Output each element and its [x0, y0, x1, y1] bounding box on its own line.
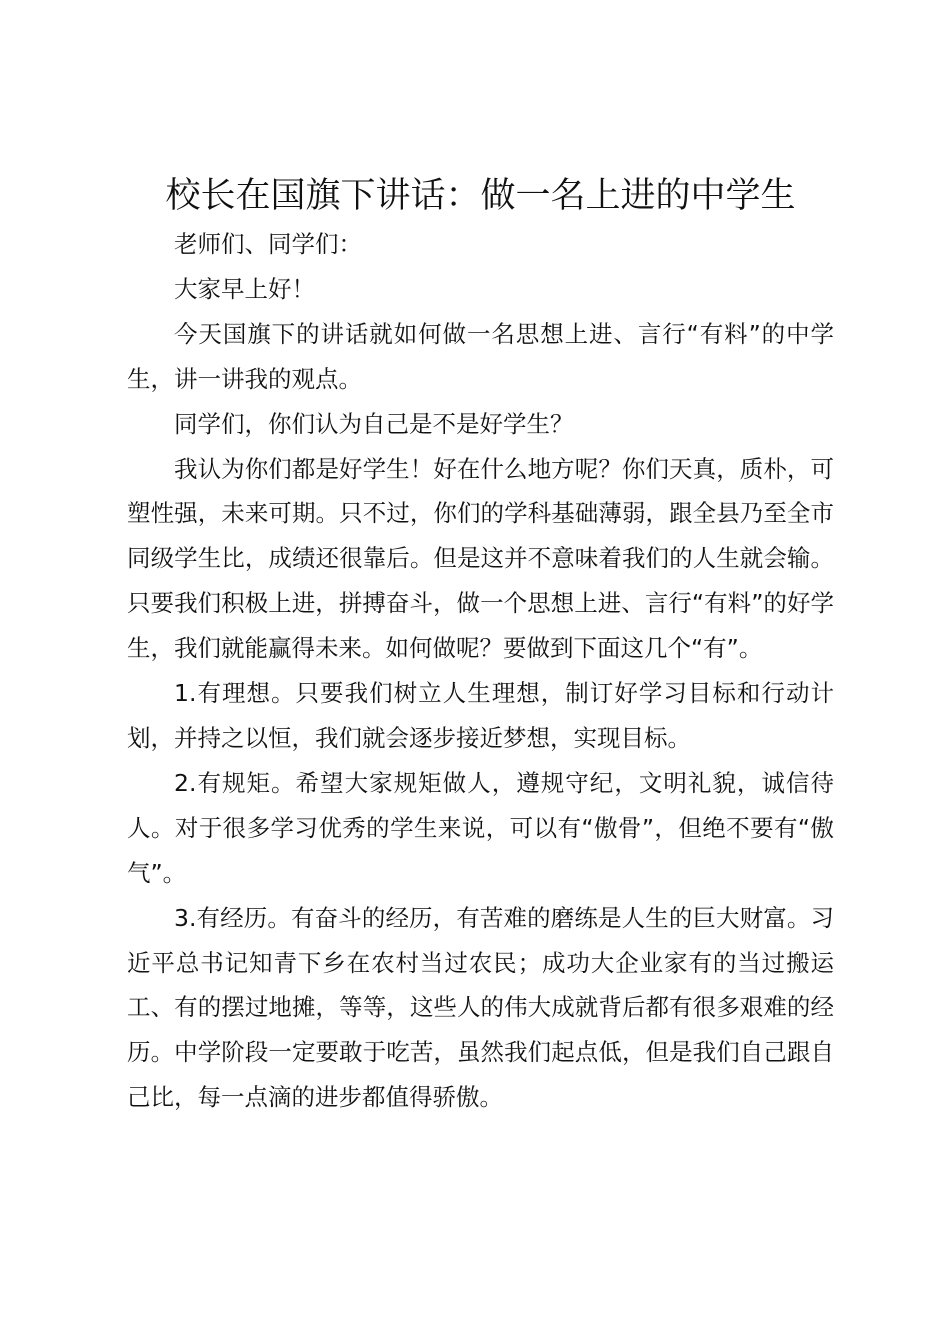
document-title: 校长在国旗下讲话：做一名上进的中学生 — [165, 176, 796, 216]
paragraph-greeting: 大家早上好！ — [174, 274, 315, 303]
paragraph-point-1: 1.有理想。只要我们树立人生理想，制订好学习目标和行动计划，并持之以恒，我们就会逐步接近梦想，实现目标。 — [127, 679, 834, 752]
paragraph-intro: 今天国旗下的讲话就如何做一名思想上进、言行“有料”的中学生，讲一讲我的观点。 — [127, 319, 834, 393]
paragraph-point-2: 2.有规矩。希望大家规矩做人，遵规守纪，文明礼貌，诚信待人。对于很多学习优秀的学生来说，可以有“傲骨”，但绝不要有“傲气”。 — [127, 768, 834, 887]
paragraph-question: 同学们，你们认为自己是不是好学生？ — [174, 409, 574, 438]
paragraph-body: 我认为你们都是好学生！好在什么地方呢？你们天真，质朴，可塑性强，未来可期。只不过，你们的学科基础薄弱，跟全县乃至全市同级学生比，成绩还很靠后。但是这并不意味着我们的人生就会输。只要我们积极上进，拼搏奋斗，做一个思想上进、言行“有料”的好学生，我们就能赢得未来。如何做呢？要做到下面这几个“有”。 — [127, 454, 834, 663]
paragraph-salutation: 老师们、同学们： — [174, 230, 362, 258]
document-page — [127, 170, 834, 1120]
paragraph-point-3: 3.有经历。有奋斗的经历，有苦难的磨练是人生的巨大财富。习近平总书记知青下乡在农村当过农民；成功大企业家有的当过搬运工、有的摆过地摊，等等，这些人的伟大成就背后都有很多艰难的经历。中学阶段一定要敢于吃苦，虽然我们起点低，但是我们自己跟自己比，每一点滴的进步都值得骄傲。 — [127, 903, 834, 1112]
